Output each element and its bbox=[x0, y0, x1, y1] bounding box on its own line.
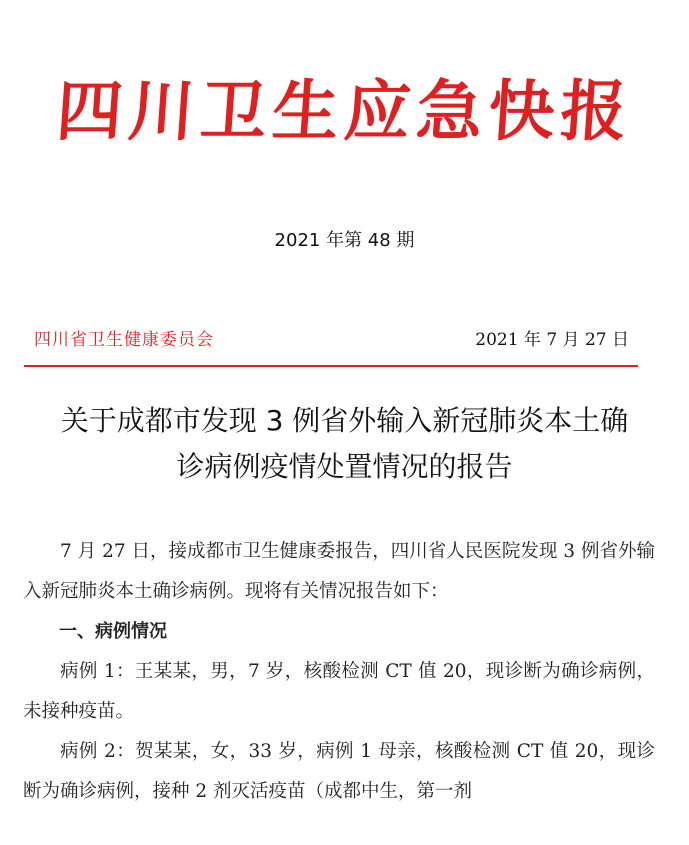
issuing-organization: 四川省卫生健康委员会 bbox=[34, 330, 214, 350]
header-divider bbox=[24, 365, 638, 367]
section-heading-case-info: 一、病例情况 bbox=[59, 621, 167, 642]
case-2-paragraph: 病例 2：贺某某，女，33 岁，病例 1 母亲，核酸检测 CT 值 20，现诊断为确诊病例，接种 2 剂灭活疫苗（成都中生，第一剂 bbox=[23, 741, 655, 802]
report-title bbox=[20, 398, 669, 490]
issue-number: 2021 年第 48 期 bbox=[274, 230, 415, 251]
issue-date: 2021 年 7 月 27 日 bbox=[475, 330, 629, 350]
report-title-line-2: 诊病例疫情处置情况的报告 bbox=[176, 450, 513, 483]
masthead-title: 四川卫生应急快报 bbox=[53, 73, 636, 150]
intro-paragraph: 7 月 27 日，接成都市卫生健康委报告，四川省人民医院发现 3 例省外输入新冠肺炎本土确诊病例。现将有关情况报告如下： bbox=[23, 541, 655, 602]
report-title-line-1: 关于成都市发现 3 例省外输入新冠肺炎本土确 bbox=[60, 404, 629, 437]
report-body bbox=[23, 532, 655, 812]
case-1-paragraph: 病例 1：王某某，男，7 岁，核酸检测 CT 值 20，现诊断为确诊病例，未接种疫苗。 bbox=[23, 661, 655, 722]
